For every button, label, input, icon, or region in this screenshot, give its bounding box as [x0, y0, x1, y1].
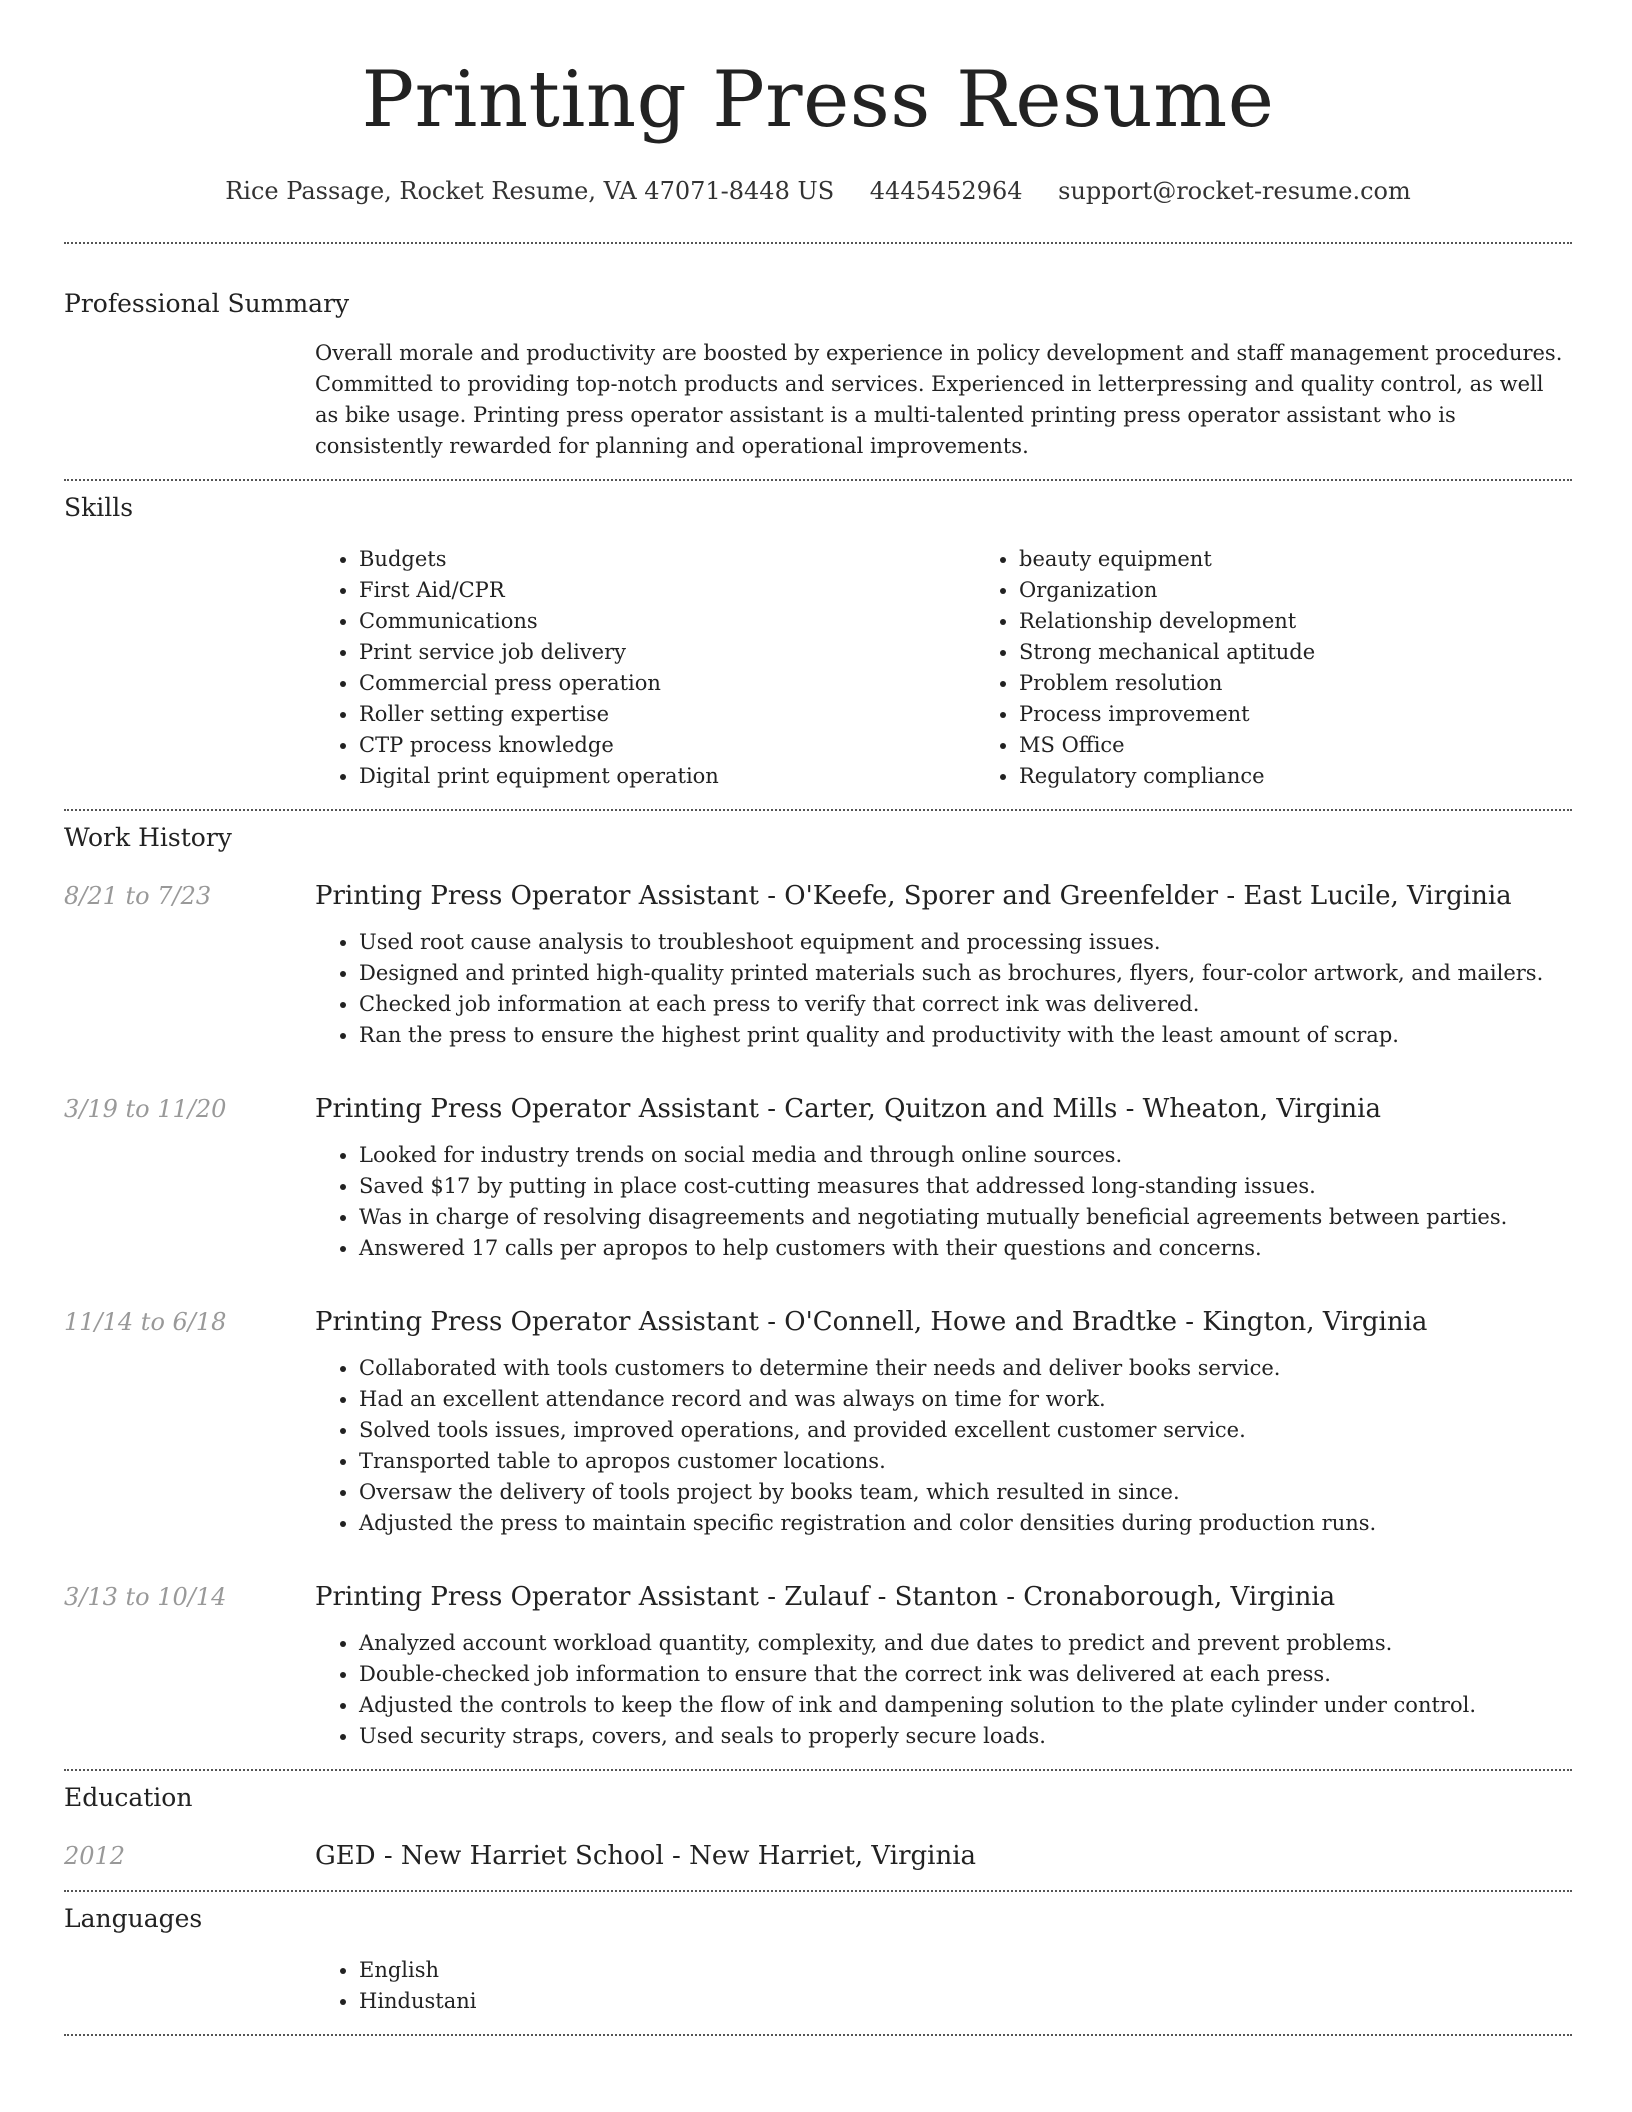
job-bullets	[315, 1140, 1572, 1264]
education-section	[64, 1771, 1572, 1873]
education-title: GED - New Harriet School - New Harriet, Virginia	[315, 1841, 977, 1871]
job-bullet: • Oversaw the delivery of tools project by books team, which resulted in since.	[359, 1477, 1572, 1508]
job-bullet: • Analyzed account workload quantity, complexity, and due dates to predict and prevent problems.	[359, 1628, 1572, 1659]
skill-item: • Regulatory compliance	[1019, 761, 1632, 792]
summary-text: Overall morale and productivity are boosted by experience in policy development and staff management procedures. Committed to providing top-notch products and services. Experienced in letterpressing and quality control, as well as bike usage. Printing press operator assistant is a multi-talented printing press operator assistant who is consistently rewarded for planning and operational improvements.	[315, 341, 1563, 458]
job-bullet: • Saved $17 by putting in place cost-cutting measures that addressed long-standing issues.	[359, 1171, 1572, 1202]
skill-item: • Budgets	[359, 544, 975, 575]
job-spacer	[64, 927, 315, 1051]
contact-line	[64, 174, 1572, 208]
job-title: Printing Press Operator Assistant - O'Keefe, Sporer and Greenfelder - East Lucile, Virginia	[315, 881, 1512, 911]
job-bullets	[315, 1628, 1572, 1752]
summary-heading: Professional Summary	[64, 289, 350, 318]
job-date: 3/19 to 11/20	[64, 1095, 227, 1123]
job-bullets	[315, 1353, 1572, 1539]
job-bullet: • Had an excellent attendance record and was always on time for work.	[359, 1384, 1572, 1415]
summary-body	[315, 338, 1572, 462]
skill-item: • Digital print equipment operation	[359, 761, 975, 792]
job-bullet: • Transported table to apropos customer locations.	[359, 1446, 1572, 1477]
education-entry	[64, 1839, 1572, 1873]
divider	[64, 2034, 1572, 2036]
skill-item: • Communications	[359, 606, 975, 637]
resume-page	[64, 0, 1572, 2036]
skills-spacer	[64, 544, 315, 792]
job-date: 3/13 to 10/14	[64, 1583, 227, 1611]
job-bullet: • Designed and printed high-quality printed materials such as brochures, flyers, four-color artwork, and mailers.	[359, 958, 1572, 989]
job-header	[64, 1580, 1572, 1614]
skills-section	[64, 481, 1572, 792]
work-heading: Work History	[64, 823, 232, 852]
job-header	[64, 1092, 1572, 1126]
education-date: 2012	[64, 1842, 126, 1870]
job-bullet: • Answered 17 calls per apropos to help customers with their questions and concerns.	[359, 1233, 1572, 1264]
job-bullet: • Adjusted the controls to keep the flow of ink and dampening solution to the plate cylinder under control.	[359, 1690, 1572, 1721]
skills-column-1	[315, 544, 975, 792]
job-bullet: • Looked for industry trends on social media and through online sources.	[359, 1140, 1572, 1171]
job-title: Printing Press Operator Assistant - O'Connell, Howe and Bradtke - Kington, Virginia	[315, 1307, 1428, 1337]
job-header	[64, 1305, 1572, 1339]
language-item: • English	[359, 1955, 1572, 1986]
skill-item: • Relationship development	[1019, 606, 1632, 637]
job-bullet: • Collaborated with tools customers to determine their needs and deliver books service.	[359, 1353, 1572, 1384]
contact-email: support@rocket-resume.com	[1058, 177, 1411, 205]
job-bullets-row	[64, 1140, 1572, 1264]
job-bullets-row	[64, 1353, 1572, 1539]
job-entry	[64, 1580, 1572, 1752]
skill-item: • CTP process knowledge	[359, 730, 975, 761]
languages-row	[64, 1955, 1572, 2017]
contact-phone: 4445452964	[869, 177, 1023, 205]
job-bullets	[315, 927, 1572, 1051]
education-heading: Education	[64, 1783, 193, 1812]
job-bullet: • Used security straps, covers, and seals to properly secure loads.	[359, 1721, 1572, 1752]
skill-item: • Process improvement	[1019, 699, 1632, 730]
job-bullets-row	[64, 1628, 1572, 1752]
work-section	[64, 811, 1572, 1752]
summary-row	[64, 338, 1572, 462]
languages-spacer	[64, 1955, 315, 2017]
job-bullets-row	[64, 927, 1572, 1051]
skill-item: • Organization	[1019, 575, 1632, 606]
skill-item: • Print service job delivery	[359, 637, 975, 668]
job-bullet: • Ran the press to ensure the highest print quality and productivity with the least amount of scrap.	[359, 1020, 1572, 1051]
skills-heading: Skills	[64, 493, 134, 522]
skill-item: • Commercial press operation	[359, 668, 975, 699]
job-title: Printing Press Operator Assistant - Zulauf - Stanton - Cronaborough, Virginia	[315, 1582, 1336, 1612]
skill-item: • MS Office	[1019, 730, 1632, 761]
job-bullet: • Was in charge of resolving disagreements and negotiating mutually beneficial agreements between parties.	[359, 1202, 1572, 1233]
contact-address: Rice Passage, Rocket Resume, VA 47071-8448 US	[225, 177, 835, 205]
skill-item: • beauty equipment	[1019, 544, 1632, 575]
job-header	[64, 879, 1572, 913]
languages-section	[64, 1892, 1572, 2017]
skill-item: • First Aid/CPR	[359, 575, 975, 606]
summary-spacer	[64, 338, 315, 462]
languages-list	[315, 1955, 1572, 2017]
job-entry	[64, 879, 1572, 1051]
job-entry	[64, 1092, 1572, 1264]
job-date: 11/14 to 6/18	[64, 1308, 227, 1336]
skill-item: • Problem resolution	[1019, 668, 1632, 699]
language-item: • Hindustani	[359, 1986, 1572, 2017]
job-bullet: • Used root cause analysis to troubleshoot equipment and processing issues.	[359, 927, 1572, 958]
job-title: Printing Press Operator Assistant - Carter, Quitzon and Mills - Wheaton, Virginia	[315, 1094, 1381, 1124]
summary-section	[64, 244, 1572, 462]
job-bullet: • Double-checked job information to ensure that the correct ink was delivered at each press.	[359, 1659, 1572, 1690]
job-date: 8/21 to 7/23	[64, 882, 212, 910]
languages-heading: Languages	[64, 1904, 203, 1933]
skills-column-2	[975, 544, 1632, 792]
skill-item: • Roller setting expertise	[359, 699, 975, 730]
job-bullet: • Adjusted the press to maintain specific registration and color densities during production runs.	[359, 1508, 1572, 1539]
skills-row	[64, 544, 1572, 792]
skill-item: • Strong mechanical aptitude	[1019, 637, 1632, 668]
job-entry	[64, 1305, 1572, 1539]
job-spacer	[64, 1140, 315, 1264]
job-spacer	[64, 1353, 315, 1539]
job-bullet: • Solved tools issues, improved operations, and provided excellent customer service.	[359, 1415, 1572, 1446]
skills-columns	[315, 544, 1632, 792]
job-bullet: • Checked job information at each press to verify that correct ink was delivered.	[359, 989, 1572, 1020]
job-spacer	[64, 1628, 315, 1752]
resume-name: Printing Press Resume	[361, 55, 1275, 145]
